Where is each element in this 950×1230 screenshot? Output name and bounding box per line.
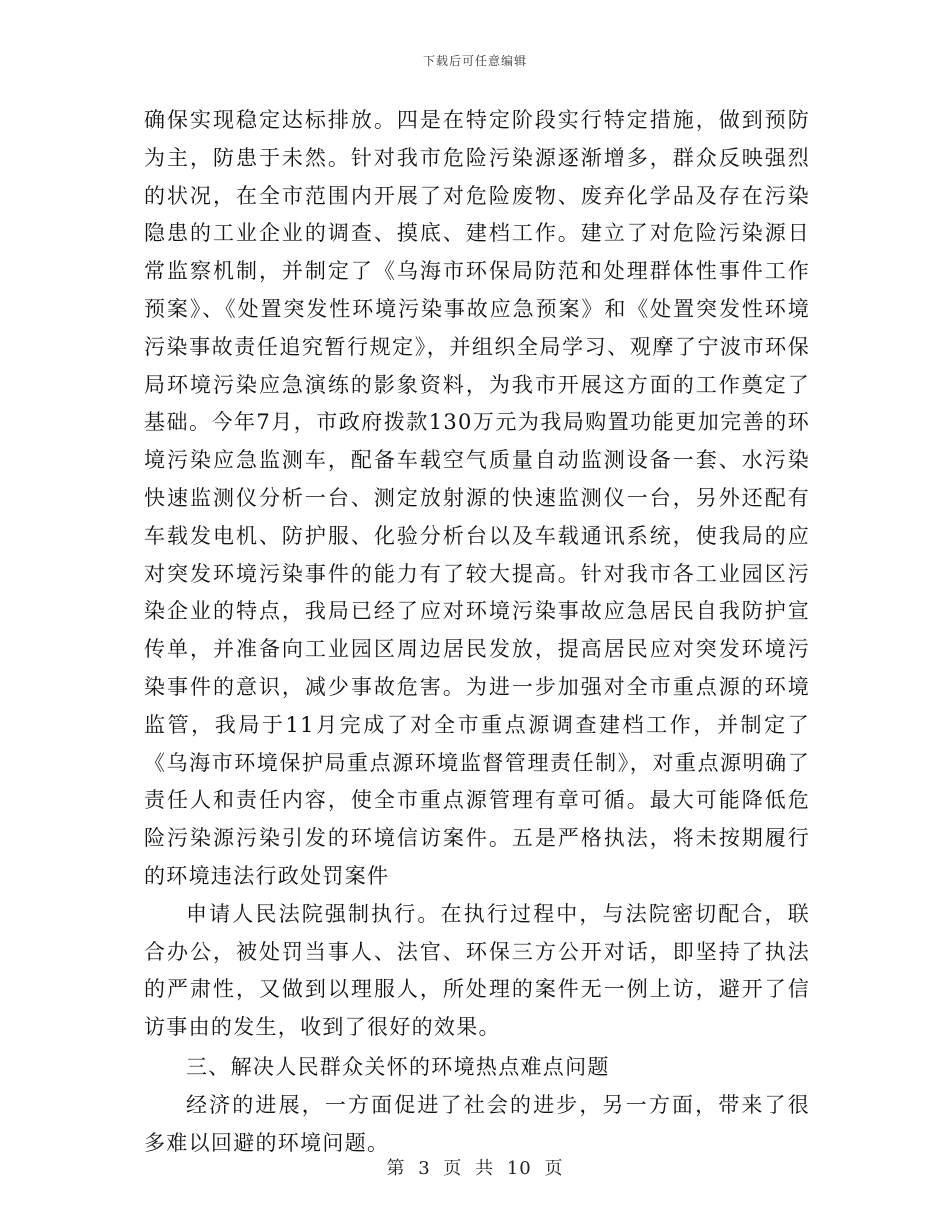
section-heading: 三、解决人民群众关怀的环境热点难点问题 (186, 1054, 610, 1079)
page-header: 下载后可任意编辑 (422, 54, 527, 68)
body-paragraph: 申请人民法院强制执行。在执行过程中，与法院密切配合，联合办公，被处罚当事人、法官、环保三方公开对话，即坚持了执法的严肃性，又做到以理服人，所处理的案件无一例上访，避开了信访事由的发生，收到了很好的效果。 (144, 901, 810, 1040)
body-paragraph: 确保实现稳定达标排放。四是在特定阶段实行特定措施，做到预防为主，防患于未然。针对我市危险污染源逐渐增多，群众反映强烈的状况，在全市范围内开展了对危险废物、废弃化学品及存在污染隐患的工业企业的调查、摸底、建档工作。建立了对危险污染源日常监察机制，并制定了《乌海市环保局防范和处理群体性事件工作预案》、《处置突发性环境污染事故应急预案》和《处置突发性环境污染事故责任追究暂行规定》，并组织全局学习、观摩了宁波市环保局环境污染应急演练的影象资料，为我市开展这方面的工作奠定了基础。今年7月，市政府拨款130万元为我局购置功能更加完善的环境污染应急监测车，配备车载空气质量自动监测设备一套、水污染快速监测仪分析一台、测定放射源的快速监测仪一台，另外还配有车载发电机、防护服、化验分析台以及车载通讯系统，使我局的应对突发环境污染事件的能力有了较大提高。针对我市各工业园区污染企业的特点，我局已经了应对环境污染事故应急居民自我防护宣传单，并准备向工业园区周边居民发放，提高居民应对突发环境污染事件的意识，减少事故危害。为进一步加强对全市重点源的环境监管，我局于11月完成了对全市重点源调查建档工作，并制定了《乌海市环境保护局重点源环境监督管理责任制》，对重点源明确了责任人和责任内容，使全市重点源管理有章可循。最大可能降低危险污染源污染引发的环境信访案件。五是严格执法，将未按期履行的环境违法行政处罚案件 (144, 108, 810, 888)
page-number-footer: 第 3 页 共 10 页 (386, 1158, 564, 1179)
document-body (144, 102, 810, 1162)
body-paragraph: 经济的进展，一方面促进了社会的进步，另一方面，带来了很多难以回避的环境问题。 (144, 1092, 810, 1155)
